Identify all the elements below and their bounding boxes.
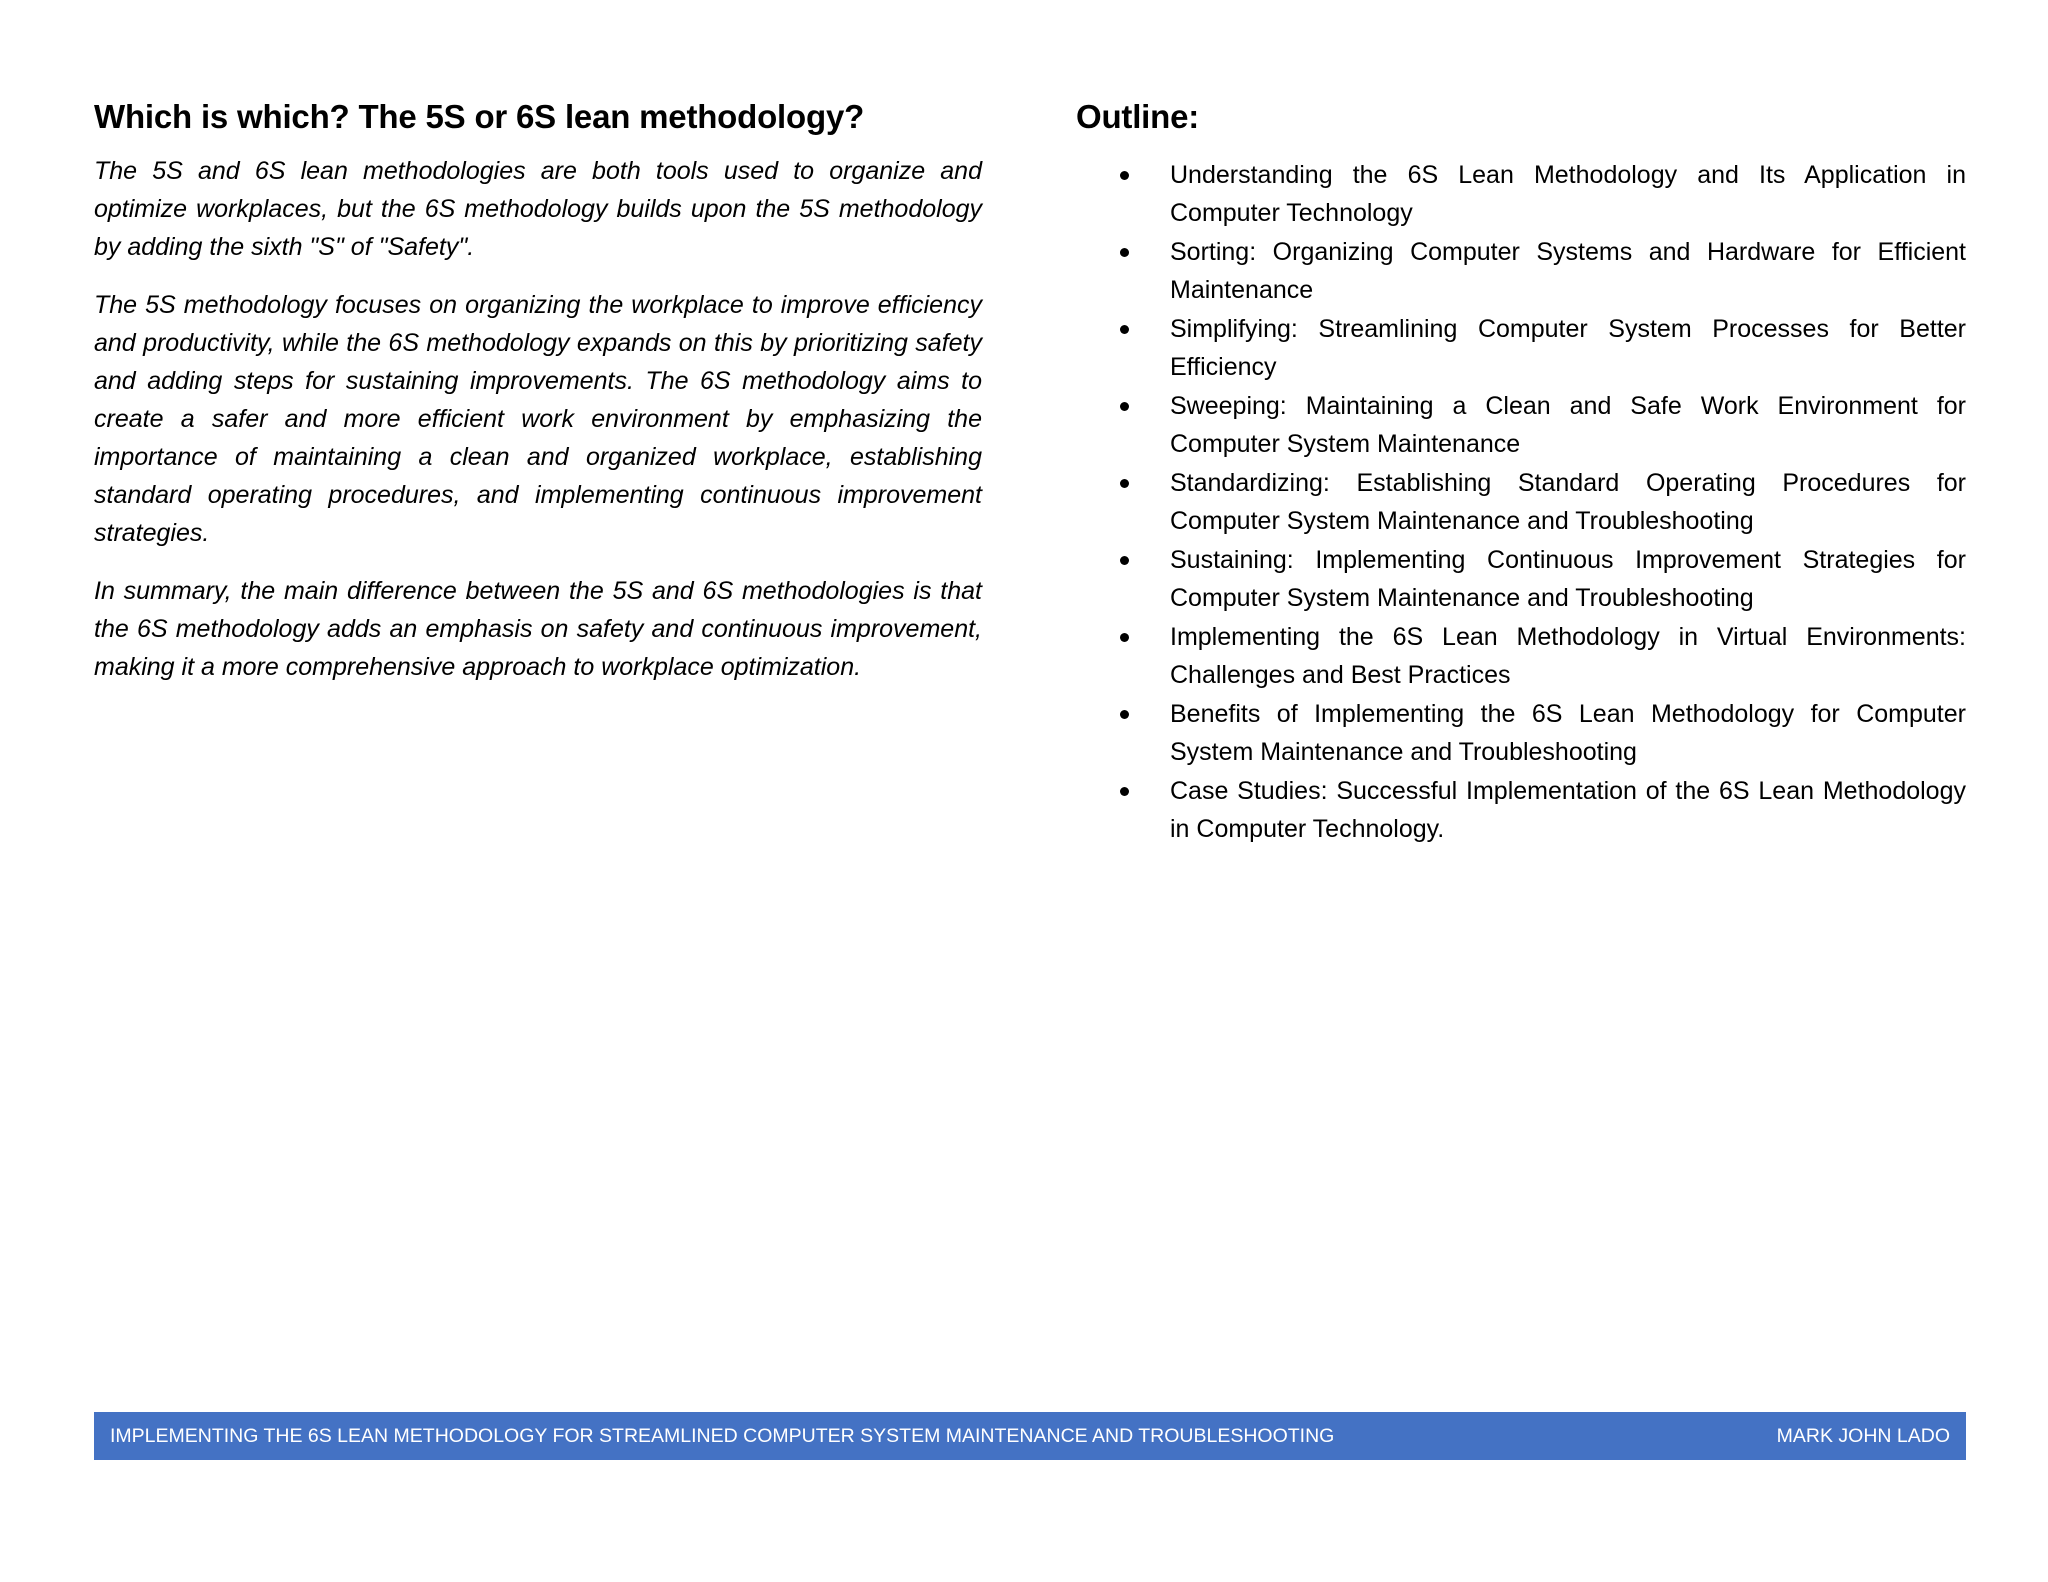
footer-document-title: IMPLEMENTING THE 6S LEAN METHODOLOGY FOR STREAMLINED COMPUTER SYSTEM MAINTENANCE AND TROUBLESHOOTING: [110, 1424, 1335, 1447]
outline-item-text: Standardizing: Establishing Standard Operating Procedures for Computer System Maintenance and Troubleshooting: [1170, 469, 1966, 535]
detail-paragraph: The 5S methodology focuses on organizing the workplace to improve efficiency and productivity, while the 6S methodology expands on this by prioritizing safety and adding steps for sustaining improvements. The 6S methodology aims to create a safer and more efficient work environment by emphasizing the importance of maintaining a clean and organized workplace, establishing standard operating procedures, and implementing continuous improvement strategies.: [94, 291, 982, 547]
outline-heading: Outline:: [1076, 98, 1200, 135]
right-column: [1076, 92, 1966, 849]
bullet-icon: [1120, 325, 1129, 334]
outline-item-text: Understanding the 6S Lean Methodology and Its Application in Computer Technology: [1170, 161, 1966, 227]
bullet-icon: [1120, 402, 1129, 411]
outline-item: [1076, 156, 1966, 232]
outline-item: [1076, 387, 1966, 463]
bullet-icon: [1120, 479, 1129, 488]
outline-item: [1076, 233, 1966, 309]
outline-item: [1076, 310, 1966, 386]
outline-item: [1076, 618, 1966, 694]
bullet-icon: [1120, 171, 1129, 180]
intro-paragraph: The 5S and 6S lean methodologies are both tools used to organize and optimize workplaces, but the 6S methodology builds upon the 5S methodology by adding the sixth "S" of "Safety".: [94, 157, 982, 261]
outline-item-text: Sorting: Organizing Computer Systems and Hardware for Efficient Maintenance: [1170, 238, 1966, 304]
comparison-heading: Which is which? The 5S or 6S lean methodology?: [94, 98, 865, 135]
outline-item: [1076, 772, 1966, 848]
outline-list: [1076, 156, 1966, 848]
outline-item: [1076, 464, 1966, 540]
summary-paragraph: In summary, the main difference between the 5S and 6S methodologies is that the 6S methodology adds an emphasis on safety and continuous improvement, making it a more comprehensive approach to workplace optimization.: [94, 577, 982, 681]
bullet-icon: [1120, 248, 1129, 257]
bullet-icon: [1120, 710, 1129, 719]
outline-item-text: Sweeping: Maintaining a Clean and Safe Work Environment for Computer System Maintenance: [1170, 392, 1966, 458]
footer-bar: [94, 1412, 1966, 1460]
outline-item: [1076, 541, 1966, 617]
bullet-icon: [1120, 556, 1129, 565]
outline-item-text: Benefits of Implementing the 6S Lean Methodology for Computer System Maintenance and Troubleshooting: [1170, 700, 1966, 766]
outline-item-text: Case Studies: Successful Implementation of the 6S Lean Methodology in Computer Technology.: [1170, 777, 1966, 843]
bullet-icon: [1120, 633, 1129, 642]
footer-author: MARK JOHN LADO: [1776, 1424, 1950, 1447]
left-column: [94, 92, 982, 706]
outline-item-text: Implementing the 6S Lean Methodology in Virtual Environments: Challenges and Best Practices: [1170, 623, 1966, 689]
outline-item-text: Sustaining: Implementing Continuous Improvement Strategies for Computer System Maintenance and Troubleshooting: [1170, 546, 1966, 612]
bullet-icon: [1120, 787, 1129, 796]
outline-item-text: Simplifying: Streamlining Computer System Processes for Better Efficiency: [1170, 315, 1966, 381]
outline-item: [1076, 695, 1966, 771]
